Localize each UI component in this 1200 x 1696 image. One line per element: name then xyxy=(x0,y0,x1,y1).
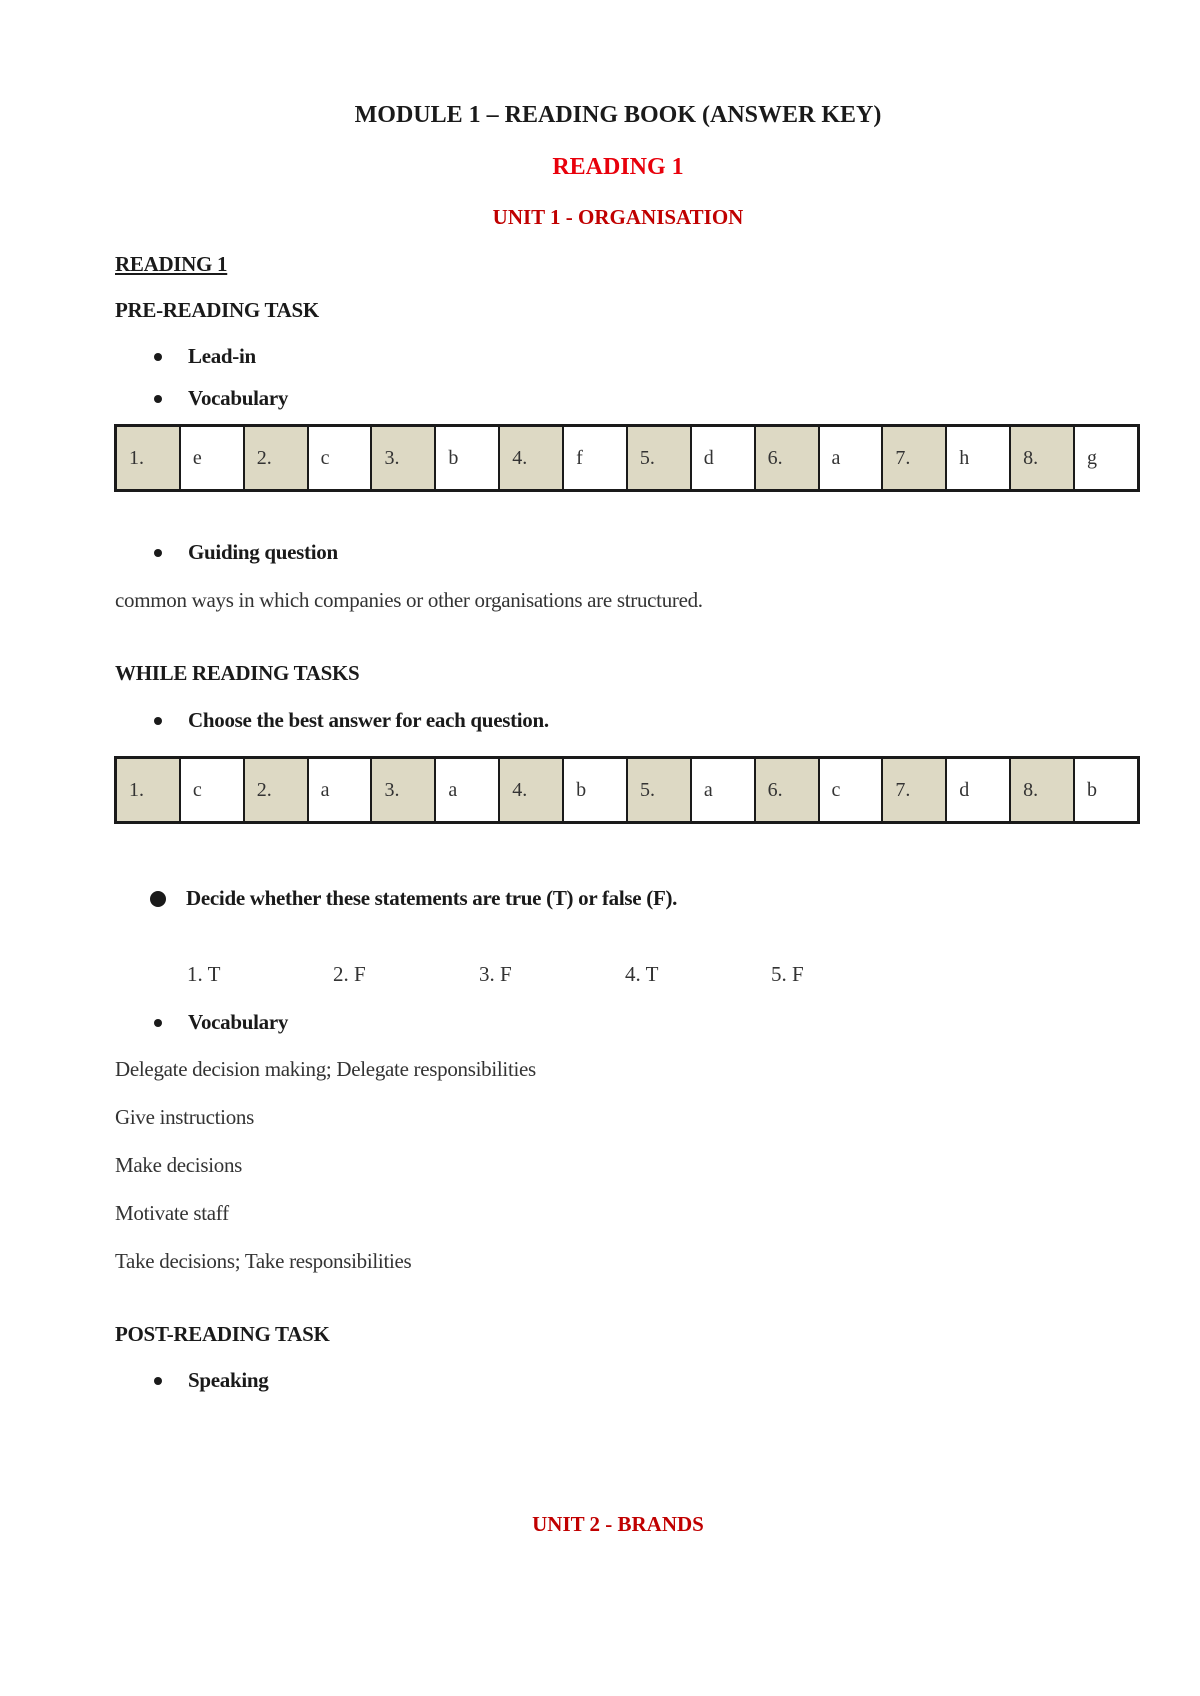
pre-reading-heading: PRE-READING TASK xyxy=(115,298,319,322)
guiding-answer: common ways in which companies or other organisations are structured. xyxy=(115,588,703,612)
speaking-label: Speaking xyxy=(188,1368,269,1392)
answer-cell: b xyxy=(563,758,627,823)
bullet-icon xyxy=(150,891,166,907)
bullet-icon xyxy=(154,717,162,725)
bullet-icon xyxy=(154,353,162,361)
vocabulary-label: Vocabulary xyxy=(188,386,289,410)
lead-in-label: Lead-in xyxy=(188,344,256,368)
bullet-vocabulary xyxy=(150,386,288,411)
question-number-cell: 8. xyxy=(1010,426,1074,491)
answer-cell: b xyxy=(1074,758,1138,823)
bullet-lead-in xyxy=(150,344,256,369)
vocab-line: Motivate staff xyxy=(115,1201,229,1225)
while-reading-heading: WHILE READING TASKS xyxy=(115,661,360,685)
answer-cell: g xyxy=(1074,426,1139,491)
post-reading-heading: POST-READING TASK xyxy=(115,1322,330,1346)
vocab-line: Give instructions xyxy=(115,1105,254,1129)
answer-cell: f xyxy=(563,426,627,491)
tf-answer: 1. T xyxy=(187,962,221,986)
answer-cell: c xyxy=(308,426,372,491)
question-number-cell: 2. xyxy=(244,758,308,823)
vocabulary-label: Vocabulary xyxy=(188,1010,289,1034)
answer-cell: d xyxy=(691,426,755,491)
bullet-icon xyxy=(154,1377,162,1385)
answer-cell: d xyxy=(946,758,1010,823)
guiding-question-label: Guiding question xyxy=(188,540,338,564)
table-row xyxy=(116,758,1139,823)
question-number-cell: 5. xyxy=(627,758,691,823)
question-number-cell: 4. xyxy=(499,758,563,823)
answer-cell: b xyxy=(435,426,499,491)
choose-best-label: Choose the best answer for each question. xyxy=(188,708,549,732)
bullet-icon xyxy=(154,549,162,557)
question-number-cell: 1. xyxy=(116,426,180,491)
bullet-icon xyxy=(154,1019,162,1027)
question-number-cell: 5. xyxy=(627,426,691,491)
reading-title: READING 1 xyxy=(552,154,684,180)
answer-cell: a xyxy=(308,758,372,823)
unit1-title: UNIT 1 - ORGANISATION xyxy=(492,205,744,229)
tf-answer: 5. F xyxy=(771,962,804,986)
bullet-choose-best xyxy=(150,708,549,733)
question-number-cell: 8. xyxy=(1010,758,1074,823)
true-false-label: Decide whether these statements are true (T) or false (F). xyxy=(186,886,678,910)
tf-answer: 4. T xyxy=(625,962,659,986)
vocab-line: Take decisions; Take responsibilities xyxy=(115,1249,412,1273)
vocab-answer-table xyxy=(114,424,1140,492)
table-row xyxy=(116,426,1139,491)
bullet-vocabulary-2 xyxy=(150,1010,288,1035)
answer-cell: a xyxy=(691,758,755,823)
question-number-cell: 7. xyxy=(882,426,946,491)
vocab-line: Make decisions xyxy=(115,1153,243,1177)
question-number-cell: 6. xyxy=(755,758,819,823)
choose-answer-table xyxy=(114,756,1140,824)
bullet-icon xyxy=(154,395,162,403)
answer-cell: c xyxy=(180,758,244,823)
tf-answer: 3. F xyxy=(479,962,512,986)
question-number-cell: 1. xyxy=(116,758,180,823)
vocab-line: Delegate decision making; Delegate responsibilities xyxy=(115,1057,536,1081)
bullet-guiding-question xyxy=(150,540,338,565)
question-number-cell: 7. xyxy=(882,758,946,823)
module-title: MODULE 1 – READING BOOK (ANSWER KEY) xyxy=(354,102,882,128)
question-number-cell: 2. xyxy=(244,426,308,491)
unit2-title: UNIT 2 - BRANDS xyxy=(532,1512,704,1536)
answer-cell: h xyxy=(946,426,1010,491)
answer-cell: e xyxy=(180,426,244,491)
reading-label: READING 1 xyxy=(115,252,228,276)
tf-answer: 2. F xyxy=(333,962,366,986)
question-number-cell: 6. xyxy=(755,426,819,491)
answer-cell: c xyxy=(819,758,883,823)
bullet-true-false xyxy=(150,886,677,911)
bullet-speaking xyxy=(150,1368,268,1393)
question-number-cell: 3. xyxy=(371,758,435,823)
question-number-cell: 4. xyxy=(499,426,563,491)
answer-cell: a xyxy=(435,758,499,823)
answer-cell: a xyxy=(819,426,883,491)
question-number-cell: 3. xyxy=(371,426,435,491)
